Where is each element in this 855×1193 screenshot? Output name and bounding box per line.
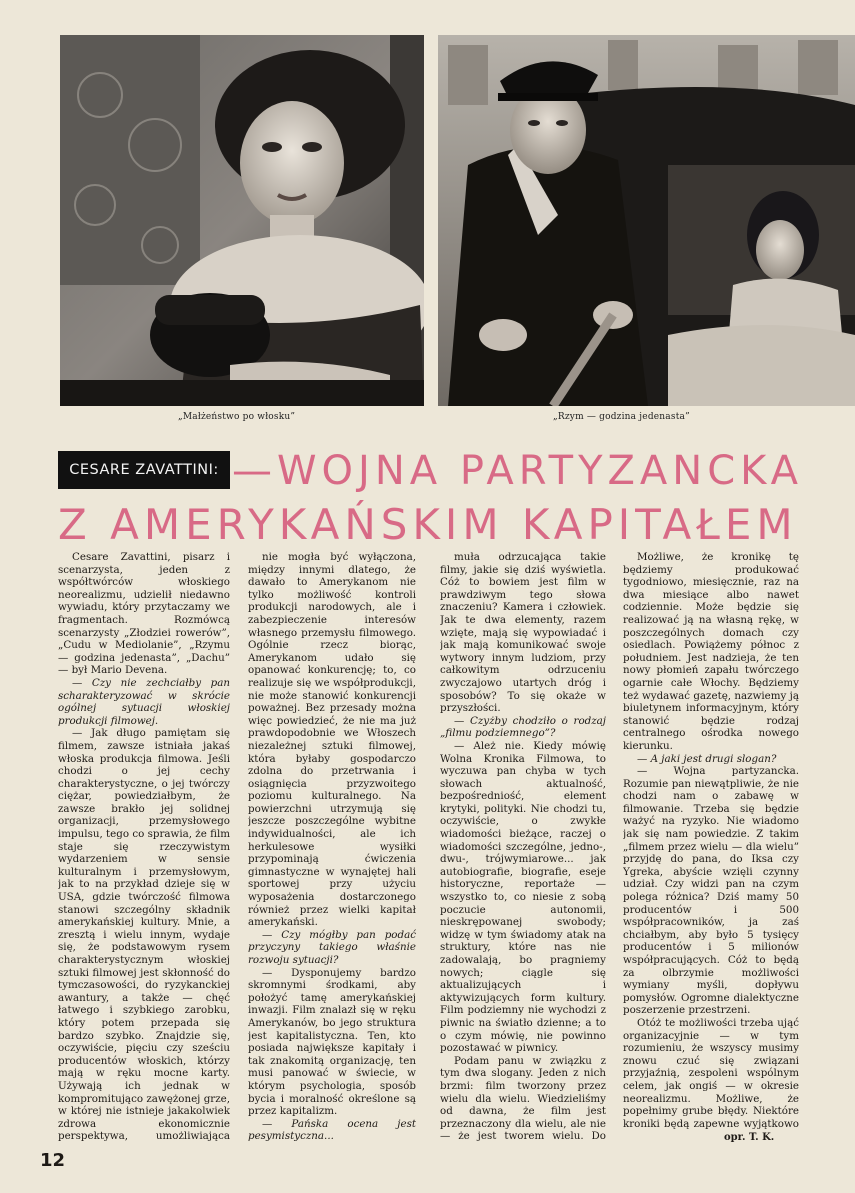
article-paragraph: — Ależ nie. Kiedy mówię Wolna Kronika Filmowa, to wyczuwa pan chyba w tych słowach aktualność, bezpośredniość, element krytyki, polityki. Nie chodzi tu, oczywiście, o zwykłe wiadomości bieżące, raczej o wiadomości szczególne, jedno-, dwu-, trójwymiarowe... jak autobiografie, biografie, eseje historyczne, reportaże — wszystko to, co niesie z sobą poczucie autonomii, nieskrępowanej swobody; widzę w tym świadomy atak na struktury, które nas nie zadowalają, bo pragniemy nowych; ciągle się aktualizujących i aktywizujących form kultury. Film podziemny nie wychodzi z piwnic na światło dzienne; a to o czym mówię, nie powinno pozostawać w piwnicy.: [440, 739, 606, 1055]
article-column-2: [248, 551, 416, 1143]
article-paragraph: Cesare Zavattini, pisarz i scenarzysta, jeden z współtwórców włoskiego neorealizmu, udzielił niedawno wywiadu, który przytaczamy we fragmentach. Rozmówcą scenarzysty „Złodziei rowerów”, „Cudu w Mediolanie”, „Rzymu — godzina jedenasta”, „Dachu” — był Mario Devena.: [58, 551, 230, 677]
photo-caption-1: „Małżeństwo po włosku”: [178, 412, 296, 422]
article-paragraph: — Dysponujemy bardzo skromnymi środkami, aby położyć tamę amerykańskiej inwazji. Film znalazł się w ręku Amerykanów, bo jego struktura jest kapitalistyczna. Ten, kto posiada największe kapitały i tak znakomitą organizację, ten musi panować w świecie, w którym psychologia, sposób bycia i moralność określone są przez kapitalizm.: [248, 966, 416, 1118]
interview-question: — Czy mógłby pan podać przyczyny takiego właśnie rozwoju sytuacji?: [248, 928, 416, 966]
article-paragraph: Możliwe, że kronikę tę będziemy produkować tygodniowo, miesięcznie, raz na dwa miesiące albo nawet codziennie. Może będzie się realizować ją na własną rękę, w poszczególnych domach czy osiedlach. Powiążemy północ z południem. Jest nadzieja, że ten nowy płomień zapału twórczego ogarnie całe Włochy. Będziemy też wydawać gazetę, nazwiemy ją biuletynem informacyjnym, który stanowić będzie rodzaj centralnego ośrodka nowego kierunku.: [623, 551, 799, 752]
article-paragraph: — Jak długo pamiętam się filmem, zawsze istniała jakaś włoska produkcja filmowa. Jeśli chodzi o jej cechy charakterystyczne, o jej twórczy ciężar, powiedziałbym, że zawsze brakło jej solidnej organizacji, przemysłowego impulsu, tego co sprawia, że film staje się rzeczywistym wydarzeniem w sensie kulturalnym i przemysłowym, jak to na przykład dzieje się w USA, gdzie twórczość filmowa stanowi szczególny składnik amerykańskiej kultury. Mnie, a zresztą i wielu innym, wydaje się, że podstawowym rysem charakterystycznym włoskiej sztuki filmowej jest skłonność do tymczasowości, do ryzykanckiej awantury, a także — chęć łatwego i szybkiego zarobku, który potem przepada się bardzo szybko. Znajdzie się, oczywiście, pięciu czy sześciu producentów włoskich, którzy mają w ręku mocne karty. Używają ich jednak w kompromitująco zawężonej grze, w której nie istnieje jakakolwiek zdrowa ekonomicznie perspektywa, umożliwiająca: [58, 727, 230, 1143]
interview-question: — Czy nie zechciałby pan scharakteryzować w skrócie ogólnej sytuacji włoskiej produkcji filmowej.: [58, 676, 230, 727]
article-column-3: [440, 551, 606, 1143]
page-number: 12: [40, 1150, 66, 1171]
article-paragraph: — Wojna partyzancka. Rozumie pan niewątpliwie, że nie chodzi nam o zabawę w filmowanie. Trzeba się będzie ważyć na ryzyko. Nie wiadomo jak się nam powiedzie. Z takim „filmem przez wielu — dla wielu” przyjdę do pana, do Iksa czy Ygreka, abyście wzięli czynny udział. Czy widzi pan na czym polega różnica? Dziś mamy 50 producentów i 500 współpracowników, ja zaś chciałbym, aby było 5 tysięcy producentów i 5 milionów współpracujących. Cóż to będą za olbrzymie możliwości wymiany myśli, dopływu pomysłów. Ogromne dialektyczne poszerzenie przestrzeni.: [623, 765, 799, 1017]
author-signature: opr. T. K.: [724, 1132, 775, 1143]
photo-rome-eleven-oclock-image: [438, 35, 855, 406]
author-tag: CESARE ZAVATTINI:: [58, 451, 230, 489]
article-paragraph: Podam panu w związku z tym dwa slogany. Jeden z nich brzmi: film tworzony przez wielu dla wielu. Wiedzieliśmy od dawna, że film jest przeznaczony dla wielu, ale nie — że jest tworem wielu. Do: [440, 1054, 606, 1143]
headline-line-1: —WOJNA PARTYZANCKA: [232, 448, 804, 494]
article-paragraph: muła odrzucająca takie filmy, jakie się dziś wyświetla. Cóż to bowiem jest film w prawdziwym tego słowa znaczeniu? Kamera i człowiek. Jak te dwa elementy, razem wzięte, mają się wypowiadać i jak mają komunikować swoje wytwory innym ludziom, przy całkowitym odrzuceniu zwyczajowo utartych dróg i sposobów? To się okaże w przyszłości.: [440, 551, 606, 715]
photo-rome-eleven-oclock: [438, 35, 855, 406]
headline-line-2: Z AMERYKAŃSKIM KAPITAŁEM: [58, 500, 798, 549]
interview-question: — A jaki jest drugi slogan?: [637, 752, 777, 765]
interview-question: — Czyżby chodziło o rodzaj „filmu podziemnego”?: [440, 714, 606, 740]
interview-question: — Pańska ocena jest pesymistyczna...: [248, 1117, 416, 1143]
photo-marriage-italian-style: [60, 35, 424, 406]
article-paragraph: nie mogła być wyłączona, między innymi dlatego, że dawało to Amerykanom nie tylko możliwość kontroli produkcji narodowych, ale i zabezpieczenie interesów własnego przemysłu filmowego. Ogólnie rzecz biorąc, Amerykanom udało się opanować konkurencję; to, co realizuje się we współprodukcji, nie może stanowić konkurencji poważnej. Bez przesady można więc powiedzieć, że nie ma już prawdopodobnie we Włoszech niezależnej sztuki filmowej, która byłaby gospodarczo zdolna do przetrwania i osiągnięcia przyzwoitego poziomu kulturalnego. Na powierzchni utrzymują się jeszcze poszczególne wybitne indywidualności, ale ich herkulesowe wysiłki przypominają ćwiczenia gimnastyczne w wynajętej hali sportowej przy użyciu wyposażenia dostarczonego również przez wielki kapitał amerykański.: [248, 551, 416, 929]
article-column-4: [623, 551, 799, 1131]
article-paragraph: Otóż te możliwości trzeba ująć organizacyjnie — w tym rozumieniu, że wszyscy musimy znowu czuć się związani przyjaźnią, zespoleni wspólnym celem, jak ongiś — w okresie neorealizmu. Możliwe, że popełnimy grube błędy. Niektóre kroniki będą zapewne wyjątkowo: [623, 1016, 799, 1130]
photo-caption-2: „Rzym — godzina jedenasta”: [553, 412, 690, 422]
photo-marriage-italian-style-image: [60, 35, 424, 406]
article-column-1: [58, 551, 230, 1143]
